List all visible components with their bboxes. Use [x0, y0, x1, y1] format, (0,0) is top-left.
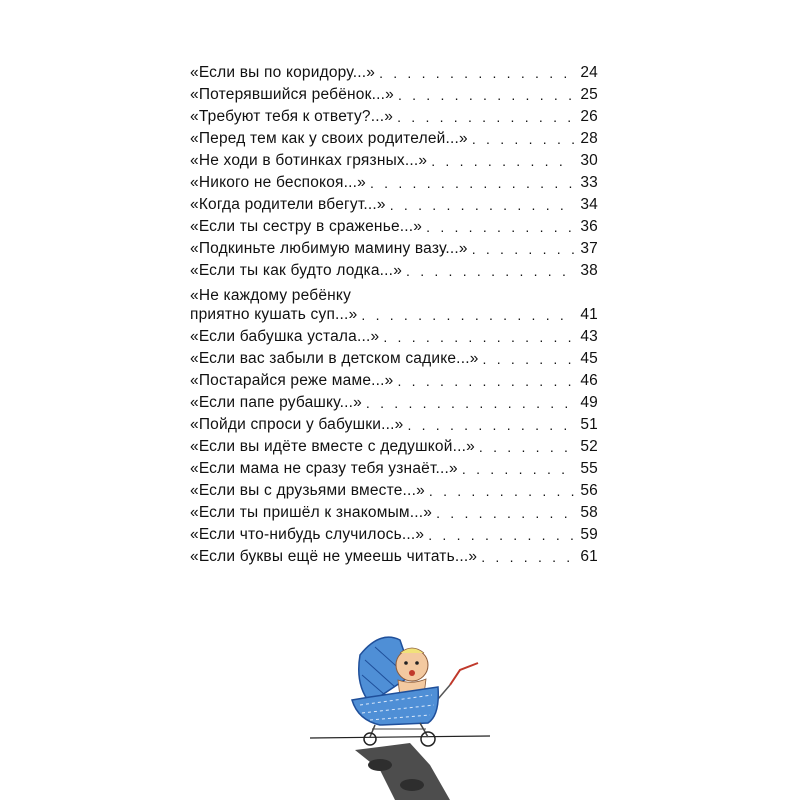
toc-entry-title-line2: приятно кушать суп...» — [190, 306, 358, 323]
toc-entry-title: «Если папе рубашку...» — [190, 394, 362, 411]
toc-entry-title: «Потерявшийся ребёнок...» — [190, 86, 394, 103]
toc-entry-title: «Если буквы ещё не умеешь читать...» — [190, 548, 478, 565]
toc-entry-title: «Если вы по коридору...» — [190, 64, 376, 81]
toc-entry-page: 28 — [580, 130, 598, 147]
toc-entry-title: «Постарайся реже маме...» — [190, 372, 394, 389]
dot-leader — [483, 350, 574, 368]
toc-entry[interactable] — [190, 214, 598, 236]
toc-entry-title: «Если бабушка устала...» — [190, 328, 380, 345]
baby-head — [396, 649, 428, 681]
toc-entry[interactable] — [190, 412, 598, 434]
dot-leader — [398, 86, 574, 104]
dot-leader — [366, 394, 574, 412]
dot-leader — [361, 306, 574, 324]
pacifier — [409, 670, 415, 676]
dot-leader — [472, 130, 574, 148]
dot-leader — [397, 372, 574, 390]
toc-entry-title: «Если что-нибудь случилось...» — [190, 526, 425, 543]
toc-entry[interactable] — [190, 126, 598, 148]
stroller-shadow — [355, 743, 450, 800]
dot-leader — [383, 328, 574, 346]
dot-leader — [370, 174, 574, 192]
toc-entry-page: 30 — [580, 152, 598, 169]
dot-leader — [429, 482, 574, 500]
stroller-wheel — [364, 733, 376, 745]
toc-entry[interactable] — [190, 390, 598, 412]
toc-entry[interactable] — [190, 82, 598, 104]
stroller-wheel — [421, 732, 435, 746]
toc-entry[interactable] — [190, 170, 598, 192]
toc-entry-page: 46 — [580, 372, 598, 389]
toc-entry-page: 33 — [580, 174, 598, 191]
toc-entry[interactable] — [190, 192, 598, 214]
toc-entry-title: «Если мама не сразу тебя узнаёт...» — [190, 460, 458, 477]
toc-entry-title-line1: «Не каждому ребёнку — [190, 287, 352, 304]
dot-leader — [406, 262, 574, 280]
toc-entry-page: 52 — [580, 438, 598, 455]
toc-entry-page: 59 — [580, 526, 598, 543]
toc-entry-page: 38 — [580, 262, 598, 279]
toc-entry-title: «Если ты как будто лодка...» — [190, 262, 403, 279]
dot-leader — [431, 152, 574, 170]
toc-entry-title: «Никого не беспокоя...» — [190, 174, 366, 191]
toc-entry[interactable] — [190, 236, 598, 258]
toc-entry-title: «Требуют тебя к ответу?...» — [190, 108, 394, 125]
dot-leader — [397, 108, 574, 126]
dot-leader — [379, 64, 574, 82]
toc-entry[interactable] — [190, 522, 598, 544]
stroller-handle — [450, 663, 478, 685]
toc-entry-title: «Пойди спроси у бабушки...» — [190, 416, 404, 433]
dot-leader — [426, 218, 574, 236]
toc-entry-title: «Не ходи в ботинках грязных...» — [190, 152, 428, 169]
toc-entry[interactable] — [190, 368, 598, 390]
toc-entry-page: 49 — [580, 394, 598, 411]
toc-entry-page: 25 — [580, 86, 598, 103]
dot-leader — [479, 438, 574, 456]
toc-entry-page: 45 — [580, 350, 598, 367]
table-of-contents — [190, 60, 598, 566]
toc-entry-page: 43 — [580, 328, 598, 345]
toc-entry[interactable] — [190, 346, 598, 368]
toc-entry-title: «Перед тем как у своих родителей...» — [190, 130, 468, 147]
toc-entry-title: «Подкиньте любимую мамину вазу...» — [190, 240, 468, 257]
toc-entry[interactable] — [190, 258, 598, 280]
dot-leader — [481, 548, 574, 566]
dot-leader — [428, 526, 574, 544]
toc-entry[interactable] — [190, 280, 598, 324]
wheel-shadow — [368, 759, 392, 771]
toc-entry-page: 37 — [580, 240, 598, 257]
toc-entry[interactable] — [190, 434, 598, 456]
toc-entry[interactable] — [190, 456, 598, 478]
dot-leader — [407, 416, 574, 434]
toc-entry[interactable] — [190, 324, 598, 346]
wheel-shadow — [400, 779, 424, 791]
toc-entry-title: «Если ты пришёл к знакомым...» — [190, 504, 433, 521]
baby-stroller-illustration — [300, 625, 500, 800]
toc-entry[interactable] — [190, 500, 598, 522]
toc-entry[interactable] — [190, 478, 598, 500]
toc-entry-page: 34 — [580, 196, 598, 213]
toc-entry-page: 26 — [580, 108, 598, 125]
toc-entry-title: «Если вы идёте вместе с дедушкой...» — [190, 438, 475, 455]
dot-leader — [436, 504, 574, 522]
dot-leader — [462, 460, 574, 478]
toc-entry-page: 58 — [580, 504, 598, 521]
toc-entry-page: 36 — [580, 218, 598, 235]
toc-entry-title: «Когда родители вбегут...» — [190, 196, 386, 213]
toc-entry[interactable] — [190, 544, 598, 566]
dot-leader — [472, 240, 574, 258]
toc-entry-page: 51 — [580, 416, 598, 433]
toc-entry[interactable] — [190, 104, 598, 126]
toc-entry[interactable] — [190, 60, 598, 82]
toc-entry-title: «Если вы с друзьями вместе...» — [190, 482, 425, 499]
toc-entry[interactable] — [190, 148, 598, 170]
toc-entry-page: 55 — [580, 460, 598, 477]
toc-entry-page: 61 — [580, 548, 598, 565]
toc-entry-page: 56 — [580, 482, 598, 499]
toc-entry-page: 41 — [580, 306, 598, 323]
toc-entry-title: «Если ты сестру в сраженье...» — [190, 218, 423, 235]
dot-leader — [390, 196, 574, 214]
toc-entry-title: «Если вас забыли в детском садике...» — [190, 350, 479, 367]
ground-line — [310, 736, 490, 738]
toc-entry-page: 24 — [580, 64, 598, 81]
